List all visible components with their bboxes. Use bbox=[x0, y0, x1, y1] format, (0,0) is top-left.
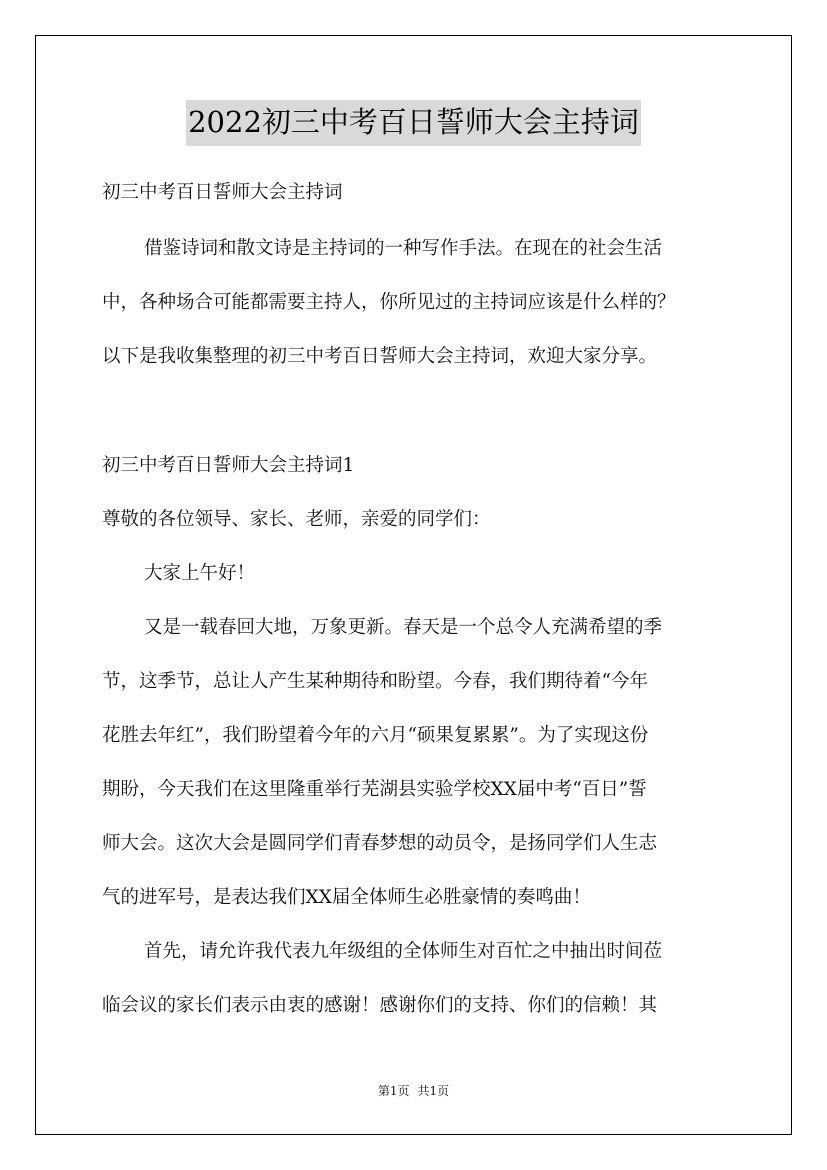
section-heading: 初三中考百日誓师大会主持词1 bbox=[102, 455, 355, 476]
paragraph-line: 师大会。这次大会是圆同学们青春梦想的动员令，是扬同学们人生志 bbox=[102, 833, 658, 854]
page-total: 共1页 bbox=[417, 1084, 450, 1098]
paragraph-line: 借鉴诗词和散文诗是主持词的一种写作手法。在现在的社会生活 bbox=[144, 238, 663, 259]
paragraph-line: 中，各种场合可能都需要主持人，你所见过的主持词应该是什么样的？ bbox=[102, 292, 676, 313]
title-container bbox=[0, 100, 827, 146]
subtitle-line: 初三中考百日誓师大会主持词 bbox=[102, 182, 343, 203]
paragraph-line: 又是一载春回大地，万象更新。春天是一个总令人充满希望的季 bbox=[144, 617, 663, 638]
page-number: 第1页 bbox=[377, 1084, 410, 1098]
paragraph-line: 花胜去年红”，我们盼望着今年的六月“硕果复累累”。为了实现这份 bbox=[102, 725, 649, 746]
paragraph-line: 临会议的家长们表示由衷的感谢！感谢你们的支持、你们的信赖！其 bbox=[102, 995, 658, 1016]
paragraph-line: 首先，请允许我代表九年级组的全体师生对百忙之中抽出时间莅 bbox=[144, 941, 663, 962]
paragraph-line: 期盼，今天我们在这里隆重举行芜湖县实验学校XX届中考“百日”誓 bbox=[102, 779, 647, 800]
page-footer bbox=[0, 1083, 827, 1099]
paragraph-line: 以下是我收集整理的初三中考百日誓师大会主持词，欢迎大家分享。 bbox=[102, 346, 658, 367]
salutation-line: 尊敬的各位领导、家长、老师，亲爱的同学们： bbox=[102, 509, 491, 530]
paragraph-line: 节，这季节，总让人产生某种期待和盼望。今春，我们期待着“今年 bbox=[102, 671, 648, 692]
document-title: 2022初三中考百日誓师大会主持词 bbox=[186, 100, 641, 146]
greeting-line: 大家上午好！ bbox=[144, 563, 256, 584]
paragraph-line: 气的进军号，是表达我们XX届全体师生必胜豪情的奏鸣曲！ bbox=[102, 887, 591, 908]
